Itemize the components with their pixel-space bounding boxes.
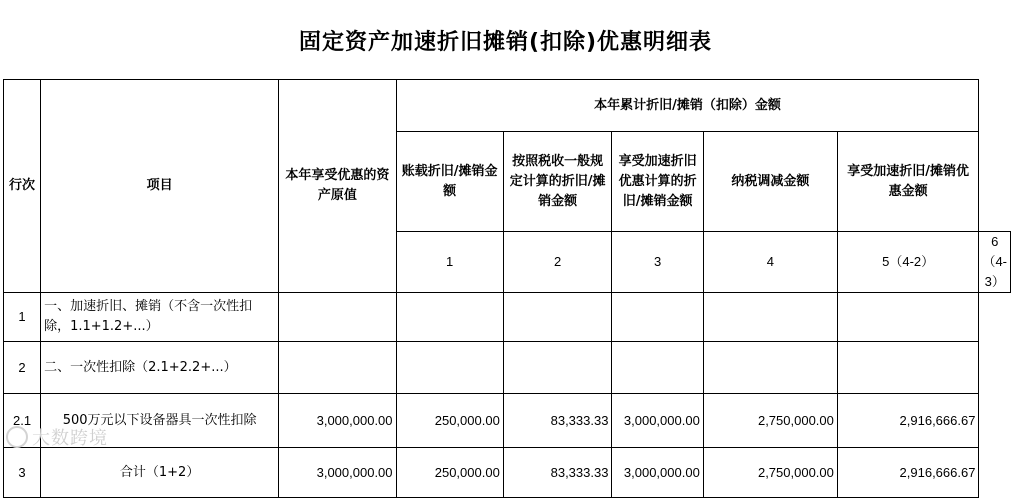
page-title: 固定资产加速折旧摊销(扣除)优惠明细表 [298,29,713,55]
row-number: 1 [4,293,41,342]
table-row [4,394,1011,448]
table-row [4,342,1011,394]
column-number: 6（4-3） [979,232,1011,293]
adjust-cell: 2,750,000.00 [703,394,837,448]
accel-dep-cell [612,293,703,342]
header-tax-dep: 按照税收一般规定计算的折旧/摊销金额 [503,132,612,232]
header-adjust: 纳税调减金额 [703,132,837,232]
detail-table [3,79,1011,498]
book-dep-cell [396,342,503,394]
adjust-cell [703,293,837,342]
tax-dep-cell: 83,333.33 [503,394,612,448]
header-item: 项目 [41,80,279,293]
item-label: 一、加速折旧、摊销（不含一次性扣除，1.1+1.2+...） [41,293,279,342]
accel-dep-cell: 3,000,000.00 [612,394,703,448]
header-accel-dep: 享受加速折旧优惠计算的折旧/摊销金额 [612,132,703,232]
book-dep-cell: 250,000.00 [396,448,503,498]
column-number: 3 [612,232,703,293]
original-value-cell [279,342,396,394]
book-dep-cell [396,293,503,342]
accel-dep-cell: 3,000,000.00 [612,448,703,498]
accel-dep-cell [612,342,703,394]
row-number: 2 [4,342,41,394]
column-number: 5（4-2） [837,232,979,293]
watermark-text: 大数跨境 [32,428,108,449]
book-dep-cell: 250,000.00 [396,394,503,448]
watermark-logo-icon [6,426,28,448]
header-row-no: 行次 [4,80,41,293]
original-value-cell: 3,000,000.00 [279,448,396,498]
column-number: 4 [703,232,837,293]
tax-dep-cell [503,293,612,342]
tax-dep-cell: 83,333.33 [503,448,612,498]
benefit-cell [837,293,979,342]
watermark [6,424,108,450]
adjust-cell [703,342,837,394]
header-group: 本年累计折旧/摊销（扣除）金额 [396,80,979,132]
header-book-dep: 账载折旧/摊销金额 [396,132,503,232]
original-value-cell: 3,000,000.00 [279,394,396,448]
row-number: 3 [4,448,41,498]
header-original-value: 本年享受优惠的资产原值 [279,80,396,293]
benefit-cell: 2,916,666.67 [837,394,979,448]
column-number: 2 [503,232,612,293]
table-row [4,448,1011,498]
benefit-cell [837,342,979,394]
adjust-cell: 2,750,000.00 [703,448,837,498]
benefit-cell: 2,916,666.67 [837,448,979,498]
item-label: 合计（1+2） [41,448,279,498]
column-number: 1 [396,232,503,293]
tax-dep-cell [503,342,612,394]
table-row [4,293,1011,342]
item-label: 二、一次性扣除（2.1+2.2+...） [41,342,279,394]
header-benefit: 享受加速折旧/摊销优惠金额 [837,132,979,232]
original-value-cell [279,293,396,342]
item-label: 500万元以下设备器具一次性扣除 [41,394,279,448]
row-number: 2.1 [4,394,41,448]
